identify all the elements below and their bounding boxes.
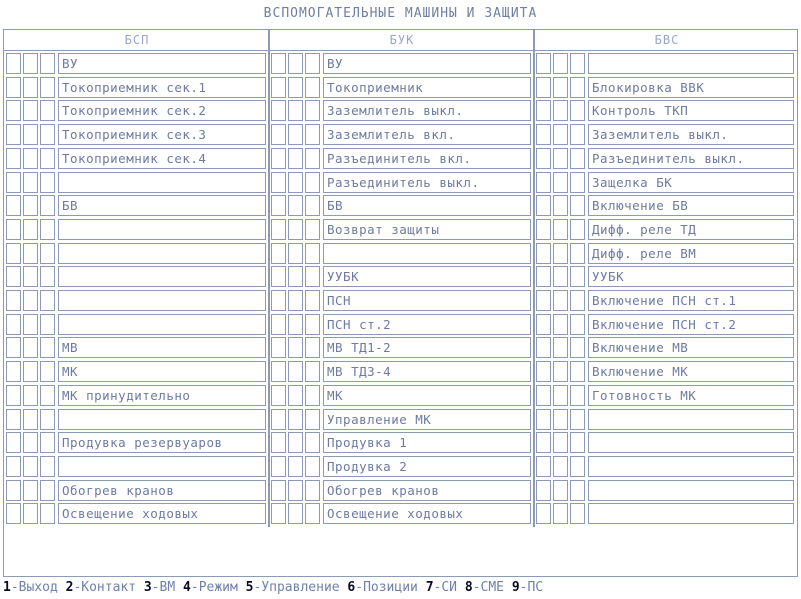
status-indicator	[553, 124, 568, 145]
signal-label	[588, 503, 794, 524]
status-indicator	[271, 480, 286, 501]
status-indicator	[40, 219, 55, 240]
signal-label: ВУ	[58, 53, 266, 74]
status-indicator	[536, 314, 551, 335]
status-indicator	[40, 53, 55, 74]
signal-label: ПСН ст.2	[323, 314, 531, 335]
signal-label	[588, 432, 794, 453]
status-indicator	[271, 243, 286, 264]
status-indicator	[40, 124, 55, 145]
status-indicator	[553, 290, 568, 311]
status-indicator	[536, 503, 551, 524]
signal-label: БВ	[58, 195, 266, 216]
status-indicator	[536, 148, 551, 169]
status-indicator	[6, 480, 21, 501]
status-indicator	[6, 314, 21, 335]
signal-label: Заземлитель выкл.	[323, 100, 531, 121]
status-indicator	[40, 195, 55, 216]
signal-label	[58, 290, 266, 311]
signal-label: Включение МВ	[588, 337, 794, 358]
status-indicator	[40, 172, 55, 193]
signal-label	[588, 456, 794, 477]
status-indicator	[271, 219, 286, 240]
status-indicator	[6, 172, 21, 193]
signal-label: Дифф. реле ВМ	[588, 243, 794, 264]
signal-label: МК	[58, 361, 266, 382]
status-indicator	[305, 480, 320, 501]
function-key-9[interactable]	[512, 580, 543, 595]
status-indicator	[271, 266, 286, 287]
screen-title: ВСПОМОГАТЕЛЬНЫЕ МАШИНЫ И ЗАЩИТА	[263, 6, 538, 21]
status-indicator	[6, 456, 21, 477]
column-header-1: БСП	[124, 33, 150, 47]
status-indicator	[536, 77, 551, 98]
status-indicator	[271, 314, 286, 335]
status-indicator	[305, 124, 320, 145]
signal-label: Заземлитель выкл.	[588, 124, 794, 145]
signal-label	[58, 172, 266, 193]
status-indicator	[305, 266, 320, 287]
signal-label: УУБК	[323, 266, 531, 287]
status-indicator	[288, 172, 303, 193]
signal-label: Продувка резервуаров	[58, 432, 266, 453]
signal-label: Освещение ходовых	[323, 503, 531, 524]
status-indicator	[536, 337, 551, 358]
status-indicator	[40, 100, 55, 121]
status-indicator	[271, 290, 286, 311]
column-header-3: БВС	[654, 33, 680, 47]
status-indicator	[553, 361, 568, 382]
status-indicator	[570, 290, 585, 311]
function-key-6[interactable]	[347, 580, 417, 595]
function-key-label: -ВМ	[151, 580, 176, 595]
status-indicator	[288, 409, 303, 430]
status-indicator	[570, 456, 585, 477]
status-indicator	[6, 290, 21, 311]
status-indicator	[536, 432, 551, 453]
status-indicator	[271, 503, 286, 524]
status-indicator	[271, 172, 286, 193]
status-indicator	[536, 480, 551, 501]
status-indicator	[6, 409, 21, 430]
status-indicator	[536, 172, 551, 193]
status-indicator	[23, 503, 38, 524]
status-indicator	[553, 172, 568, 193]
function-key-number: 4	[183, 580, 191, 595]
status-indicator	[40, 503, 55, 524]
function-key-1[interactable]	[3, 580, 58, 595]
status-indicator	[288, 243, 303, 264]
status-indicator	[6, 503, 21, 524]
status-indicator	[553, 100, 568, 121]
status-indicator	[536, 100, 551, 121]
status-indicator	[6, 77, 21, 98]
status-indicator	[6, 385, 21, 406]
status-indicator	[288, 124, 303, 145]
status-indicator	[271, 409, 286, 430]
status-indicator	[570, 172, 585, 193]
function-key-label: -Режим	[190, 580, 238, 595]
signal-label: Дифф. реле ТД	[588, 219, 794, 240]
signal-label: Заземлитель вкл.	[323, 124, 531, 145]
status-indicator	[305, 361, 320, 382]
status-indicator	[6, 148, 21, 169]
status-indicator	[23, 337, 38, 358]
status-indicator	[271, 195, 286, 216]
status-indicator	[288, 385, 303, 406]
status-indicator	[536, 456, 551, 477]
status-indicator	[271, 77, 286, 98]
signal-label: МК	[323, 385, 531, 406]
status-indicator	[536, 385, 551, 406]
status-indicator	[570, 503, 585, 524]
status-indicator	[271, 100, 286, 121]
status-indicator	[288, 195, 303, 216]
status-indicator	[288, 432, 303, 453]
status-indicator	[23, 243, 38, 264]
signal-label: ПСН	[323, 290, 531, 311]
status-indicator	[553, 148, 568, 169]
signal-label: Включение МК	[588, 361, 794, 382]
signal-label	[588, 53, 794, 74]
status-indicator	[40, 314, 55, 335]
function-key-number: 5	[245, 580, 254, 595]
function-key-bar	[3, 580, 798, 597]
signal-label	[58, 409, 266, 430]
function-key-number: 8	[464, 580, 473, 595]
status-indicator	[23, 124, 38, 145]
status-indicator	[570, 409, 585, 430]
status-indicator	[40, 432, 55, 453]
status-indicator	[23, 432, 38, 453]
status-indicator	[553, 337, 568, 358]
status-indicator	[40, 148, 55, 169]
status-indicator	[288, 337, 303, 358]
status-indicator	[23, 290, 38, 311]
function-key-label: -Выход	[10, 580, 58, 595]
signal-label: Возврат защиты	[323, 219, 531, 240]
status-indicator	[553, 432, 568, 453]
function-key-number: 9	[511, 580, 520, 595]
signal-label: УУБК	[588, 266, 794, 287]
signal-label: Разъединитель вкл.	[323, 148, 531, 169]
status-indicator	[288, 290, 303, 311]
function-key-8[interactable]	[465, 580, 504, 595]
status-indicator	[40, 290, 55, 311]
function-key-4[interactable]	[183, 580, 238, 595]
status-indicator	[23, 314, 38, 335]
status-indicator	[305, 337, 320, 358]
signal-label: Обогрев кранов	[58, 480, 266, 501]
status-indicator	[40, 361, 55, 382]
status-indicator	[570, 53, 585, 74]
status-indicator	[288, 361, 303, 382]
signal-label	[58, 219, 266, 240]
function-key-7[interactable]	[426, 580, 457, 595]
function-key-label: -СМЕ	[472, 580, 504, 595]
function-key-3[interactable]	[144, 580, 175, 595]
status-indicator	[271, 124, 286, 145]
status-indicator	[40, 480, 55, 501]
signal-label: МК принудительно	[58, 385, 266, 406]
status-indicator	[271, 53, 286, 74]
status-indicator	[570, 385, 585, 406]
status-indicator	[536, 219, 551, 240]
status-indicator	[271, 337, 286, 358]
status-indicator	[23, 361, 38, 382]
status-indicator	[6, 100, 21, 121]
status-indicator	[23, 148, 38, 169]
status-indicator	[6, 361, 21, 382]
status-indicator	[305, 290, 320, 311]
signal-label: Разъединитель выкл.	[323, 172, 531, 193]
status-indicator	[536, 195, 551, 216]
function-key-label: -СИ	[433, 580, 458, 595]
status-indicator	[536, 361, 551, 382]
signal-label: МВ ТД3-4	[323, 361, 531, 382]
status-indicator	[23, 195, 38, 216]
function-key-number: 1	[3, 580, 11, 595]
status-indicator	[570, 219, 585, 240]
function-key-label: -Контакт	[73, 580, 137, 595]
signal-label: Обогрев кранов	[323, 480, 531, 501]
status-indicator	[288, 148, 303, 169]
status-indicator	[40, 243, 55, 264]
status-indicator	[305, 385, 320, 406]
status-indicator	[570, 361, 585, 382]
signal-label	[58, 266, 266, 287]
function-key-5[interactable]	[246, 580, 340, 595]
status-indicator	[570, 77, 585, 98]
signal-label: Управление МК	[323, 409, 531, 430]
status-indicator	[23, 172, 38, 193]
signal-label: МВ ТД1-2	[323, 337, 531, 358]
status-indicator	[40, 456, 55, 477]
status-indicator	[6, 243, 21, 264]
signal-label: Блокировка ВВК	[588, 77, 794, 98]
status-indicator	[536, 124, 551, 145]
status-indicator	[570, 314, 585, 335]
status-indicator	[536, 243, 551, 264]
signal-label: Включение ПСН ст.2	[588, 314, 794, 335]
signal-label: МВ	[58, 337, 266, 358]
status-indicator	[6, 337, 21, 358]
status-indicator	[553, 409, 568, 430]
status-indicator	[553, 219, 568, 240]
function-key-number: 7	[425, 580, 434, 595]
status-indicator	[305, 53, 320, 74]
status-indicator	[553, 266, 568, 287]
function-key-label: -Позиции	[355, 580, 418, 595]
status-indicator	[288, 456, 303, 477]
status-indicator	[305, 219, 320, 240]
status-indicator	[288, 219, 303, 240]
status-indicator	[305, 503, 320, 524]
column-separator	[533, 29, 535, 527]
function-key-number: 6	[347, 580, 356, 595]
status-indicator	[288, 53, 303, 74]
status-indicator	[536, 53, 551, 74]
function-key-2[interactable]	[66, 580, 136, 595]
status-indicator	[536, 266, 551, 287]
function-key-number: 3	[143, 580, 152, 595]
signal-label: ВУ	[323, 53, 531, 74]
signal-label: Включение ПСН ст.1	[588, 290, 794, 311]
function-key-number: 2	[65, 580, 74, 595]
status-indicator	[40, 337, 55, 358]
signal-label	[588, 409, 794, 430]
signal-label	[58, 243, 266, 264]
status-indicator	[553, 243, 568, 264]
status-indicator	[305, 409, 320, 430]
status-indicator	[305, 148, 320, 169]
status-indicator	[536, 290, 551, 311]
status-indicator	[6, 219, 21, 240]
status-indicator	[305, 172, 320, 193]
signal-label: Токоприемник сек.4	[58, 148, 266, 169]
status-indicator	[553, 314, 568, 335]
column-header-2: БУК	[389, 33, 415, 47]
function-key-label: -Управление	[253, 580, 340, 595]
status-indicator	[570, 243, 585, 264]
status-indicator	[305, 77, 320, 98]
status-indicator	[23, 480, 38, 501]
status-indicator	[23, 456, 38, 477]
status-indicator	[6, 124, 21, 145]
status-indicator	[40, 77, 55, 98]
status-indicator	[553, 480, 568, 501]
signal-label: Продувка 2	[323, 456, 531, 477]
status-indicator	[305, 243, 320, 264]
status-indicator	[40, 266, 55, 287]
status-indicator	[305, 314, 320, 335]
status-indicator	[553, 77, 568, 98]
status-indicator	[23, 409, 38, 430]
signal-label	[58, 314, 266, 335]
status-indicator	[305, 456, 320, 477]
status-indicator	[553, 456, 568, 477]
signal-label: Защелка БК	[588, 172, 794, 193]
status-indicator	[6, 195, 21, 216]
status-indicator	[271, 456, 286, 477]
status-indicator	[553, 195, 568, 216]
status-indicator	[23, 219, 38, 240]
column-separator	[268, 29, 270, 527]
status-indicator	[6, 53, 21, 74]
status-indicator	[6, 266, 21, 287]
signal-label: БВ	[323, 195, 531, 216]
status-indicator	[271, 361, 286, 382]
status-indicator	[570, 480, 585, 501]
signal-label: Токоприемник сек.3	[58, 124, 266, 145]
status-indicator	[570, 124, 585, 145]
signal-label: Токоприемник сек.2	[58, 100, 266, 121]
status-indicator	[40, 409, 55, 430]
status-indicator	[288, 480, 303, 501]
status-indicator	[23, 100, 38, 121]
status-indicator	[570, 148, 585, 169]
function-key-label: -ПС	[519, 580, 544, 595]
status-indicator	[553, 385, 568, 406]
status-indicator	[288, 266, 303, 287]
signal-label: Продувка 1	[323, 432, 531, 453]
status-indicator	[305, 100, 320, 121]
status-indicator	[570, 195, 585, 216]
status-indicator	[271, 148, 286, 169]
status-indicator	[570, 432, 585, 453]
status-indicator	[288, 77, 303, 98]
status-indicator	[23, 53, 38, 74]
status-indicator	[305, 195, 320, 216]
signal-label: Токоприемник сек.1	[58, 77, 266, 98]
status-indicator	[570, 266, 585, 287]
header-divider	[4, 50, 797, 51]
signal-label	[323, 243, 531, 264]
status-indicator	[288, 100, 303, 121]
signal-label: Токоприемник	[323, 77, 531, 98]
signal-label: Включение БВ	[588, 195, 794, 216]
status-indicator	[305, 432, 320, 453]
status-indicator	[570, 337, 585, 358]
status-indicator	[23, 77, 38, 98]
status-indicator	[288, 314, 303, 335]
signal-label: Готовность МК	[588, 385, 794, 406]
status-indicator	[271, 432, 286, 453]
status-indicator	[570, 100, 585, 121]
status-indicator	[553, 53, 568, 74]
signal-label: Контроль ТКП	[588, 100, 794, 121]
status-indicator	[553, 503, 568, 524]
signal-label	[588, 480, 794, 501]
status-indicator	[23, 385, 38, 406]
status-indicator	[288, 503, 303, 524]
status-indicator	[6, 432, 21, 453]
signal-label: Освещение ходовых	[58, 503, 266, 524]
status-indicator	[271, 385, 286, 406]
status-indicator	[536, 409, 551, 430]
status-indicator	[23, 266, 38, 287]
status-indicator	[40, 385, 55, 406]
signal-label: Разъединитель выкл.	[588, 148, 794, 169]
signal-label	[58, 456, 266, 477]
